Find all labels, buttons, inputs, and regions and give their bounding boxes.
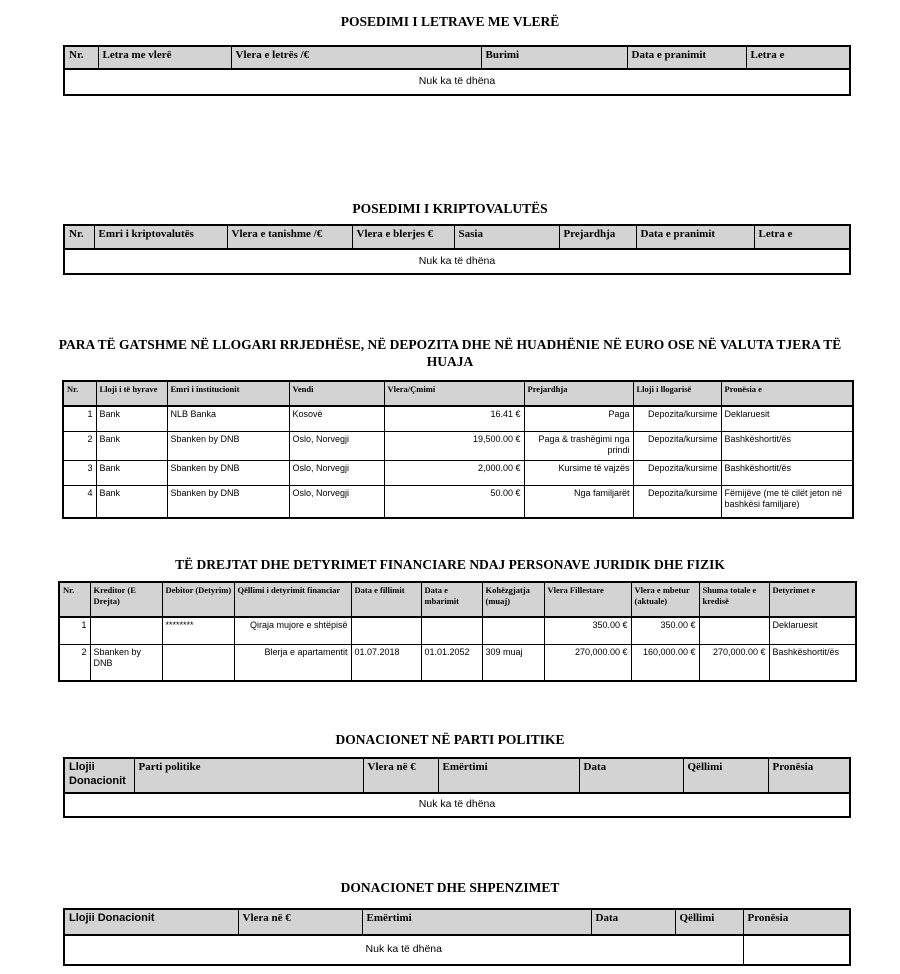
cell: Depozita/kursime [633, 431, 721, 460]
header-row [64, 909, 850, 935]
header-row [64, 758, 850, 793]
cell: Depozita/kursime [633, 406, 721, 431]
cell: 3 [63, 460, 96, 485]
cell: Bashkëshortit/ës [721, 460, 853, 485]
section-title-crypto: POSEDIMI I KRIPTOVALUTËS [352, 201, 548, 216]
crypto-table [63, 224, 851, 275]
column-header: Letra e [746, 46, 850, 69]
cell [90, 617, 162, 644]
cell: Bashkëshortit/ës [721, 431, 853, 460]
column-header: Data e pranimit [627, 46, 746, 69]
column-header: Emërtimi [438, 758, 579, 793]
cell: Sbanken by DNB [167, 485, 289, 518]
cell: Oslo, Norvegji [289, 460, 384, 485]
column-header: Nr. [63, 381, 96, 406]
cell: 19,500.00 € [384, 431, 524, 460]
empty-row-message: Nuk ka të dhëna [64, 935, 743, 965]
section-title-securities: POSEDIMI I LETRAVE ME VLERË [340, 14, 560, 29]
cell: 350.00 € [544, 617, 631, 644]
column-header: Vlera e mbetur (aktuale) [631, 582, 699, 617]
column-header: Parti politike [134, 758, 363, 793]
cell: Paga & trashëgimi nga prindi [524, 431, 633, 460]
cell: Sbanken by DNB [167, 431, 289, 460]
cell: Sbanken by DNB [90, 644, 162, 681]
cell: 4 [63, 485, 96, 518]
column-header: Burimi [481, 46, 627, 69]
cell: 01.01.2052 [421, 644, 482, 681]
cell: Kursime të vajzës [524, 460, 633, 485]
section-title-party-donations: DONACIONET NË PARTI POLITIKE [335, 732, 565, 747]
column-header: Vlera e blerjes € [352, 225, 454, 249]
column-header: Nr. [64, 46, 98, 69]
column-header: Letra e [754, 225, 850, 249]
section-title-donations-expenses: DONACIONET DHE SHPENZIMET [340, 880, 560, 895]
cell: NLB Banka [167, 406, 289, 431]
section-title-financial-obligations: TË DREJTAT DHE DETYRIMET FINANCIARE NDAJ PERSONAVE JURIDIK DHE FIZIK [175, 557, 725, 572]
section-title-cash-accounts: PARA TË GATSHME NË LLOGARI RRJEDHËSE, NË DEPOZITA DHE NË HUADHËNIE NË EURO OSE NË VALUTA TJERA TË HUAJA [58, 337, 842, 369]
securities-table [63, 45, 851, 96]
table-row [63, 485, 853, 518]
financial-obligations-table [58, 581, 857, 682]
cell: ******** [162, 617, 234, 644]
column-header: Llojii Donacionit [64, 758, 134, 793]
cell [162, 644, 234, 681]
column-header: Qëllimi [675, 909, 743, 935]
column-header: Qëllimi i detyrimit financiar [234, 582, 351, 617]
cell: 50.00 € [384, 485, 524, 518]
column-header: Vlera në € [363, 758, 438, 793]
cell: 270,000.00 € [544, 644, 631, 681]
header-row [63, 381, 853, 406]
column-header: Prejardhja [559, 225, 636, 249]
column-header: Emri i kriptovalutës [94, 225, 227, 249]
cell: 270,000.00 € [699, 644, 769, 681]
column-header: Pronësia [743, 909, 850, 935]
cell: 1 [63, 406, 96, 431]
header-row [64, 225, 850, 249]
cell: Sbanken by DNB [167, 460, 289, 485]
column-header: Vlera Fillestare [544, 582, 631, 617]
table-row [63, 460, 853, 485]
column-header: Data [591, 909, 675, 935]
cell: Bashkëshortit/ës [769, 644, 856, 681]
cell: Bank [96, 485, 167, 518]
column-header: Vlera/Çmimi [384, 381, 524, 406]
column-header: Vendi [289, 381, 384, 406]
cell: 350.00 € [631, 617, 699, 644]
party-donations-table [63, 757, 851, 818]
column-header: Data e pranimit [636, 225, 754, 249]
cell: 16.41 € [384, 406, 524, 431]
column-header: Lloji i të hyrave [96, 381, 167, 406]
column-header: Detyrimet e [769, 582, 856, 617]
cell [699, 617, 769, 644]
cell: 2,000.00 € [384, 460, 524, 485]
column-header: Letra me vlerë [98, 46, 231, 69]
column-header: Shuma totale e kredisë [699, 582, 769, 617]
column-header: Vlera e tanishme /€ [227, 225, 352, 249]
empty-row-message: Nuk ka të dhëna [64, 249, 850, 274]
column-header: Kohëzgjatja (muaj) [482, 582, 544, 617]
column-header: Nr. [64, 225, 94, 249]
column-header: Sasia [454, 225, 559, 249]
column-header: Vlera në € [238, 909, 362, 935]
cell: 309 muaj [482, 644, 544, 681]
cell: 160,000.00 € [631, 644, 699, 681]
cell: Nga familjarët [524, 485, 633, 518]
column-header: Lloji i llogarisë [633, 381, 721, 406]
donations-expenses-table [63, 908, 851, 966]
table-row [63, 406, 853, 431]
column-header: Emri i institucionit [167, 381, 289, 406]
column-header: Vlera e letrës /€ [231, 46, 481, 69]
cell [482, 617, 544, 644]
column-header: Nr. [59, 582, 90, 617]
cell: 1 [59, 617, 90, 644]
column-header: Data [579, 758, 683, 793]
cell: Bank [96, 406, 167, 431]
column-header: Kreditor (E Drejta) [90, 582, 162, 617]
column-header: Data e mbarimit [421, 582, 482, 617]
column-header: Prejardhja [524, 381, 633, 406]
table-row [64, 249, 850, 274]
cell: Deklaruesit [769, 617, 856, 644]
cell: Oslo, Norvegji [289, 485, 384, 518]
cell [421, 617, 482, 644]
cell: 2 [59, 644, 90, 681]
column-header: Debitor (Detyrim) [162, 582, 234, 617]
empty-row-message: Nuk ka të dhëna [64, 793, 850, 817]
column-header: Emërtimi [362, 909, 591, 935]
cell [351, 617, 421, 644]
table-row [64, 935, 850, 965]
cell: Deklaruesit [721, 406, 853, 431]
column-header: Data e fillimit [351, 582, 421, 617]
column-header: Llojii Donacionit [64, 909, 238, 935]
cell: Bank [96, 460, 167, 485]
column-header: Pronësia e [721, 381, 853, 406]
header-row [59, 582, 856, 617]
cell: Depozita/kursime [633, 485, 721, 518]
column-header: Qëllimi [683, 758, 768, 793]
cell: Depozita/kursime [633, 460, 721, 485]
table-row [64, 69, 850, 95]
table-row [59, 617, 856, 644]
cell [743, 935, 850, 965]
header-row [64, 46, 850, 69]
cell: Qiraja mujore e shtëpisë [234, 617, 351, 644]
cell: Paga [524, 406, 633, 431]
cell: Blerja e apartamentit [234, 644, 351, 681]
table-row [59, 644, 856, 681]
empty-row-message: Nuk ka të dhëna [64, 69, 850, 95]
table-row [63, 431, 853, 460]
cash-accounts-table [62, 380, 854, 519]
cell: 01.07.2018 [351, 644, 421, 681]
cell: Bank [96, 431, 167, 460]
column-header: Pronësia [768, 758, 850, 793]
cell: Fëmijëve (me të cilët jeton në bashkësi familjare) [721, 485, 853, 518]
cell: Oslo, Norvegji [289, 431, 384, 460]
table-row [64, 793, 850, 817]
cell: Kosovë [289, 406, 384, 431]
cell: 2 [63, 431, 96, 460]
